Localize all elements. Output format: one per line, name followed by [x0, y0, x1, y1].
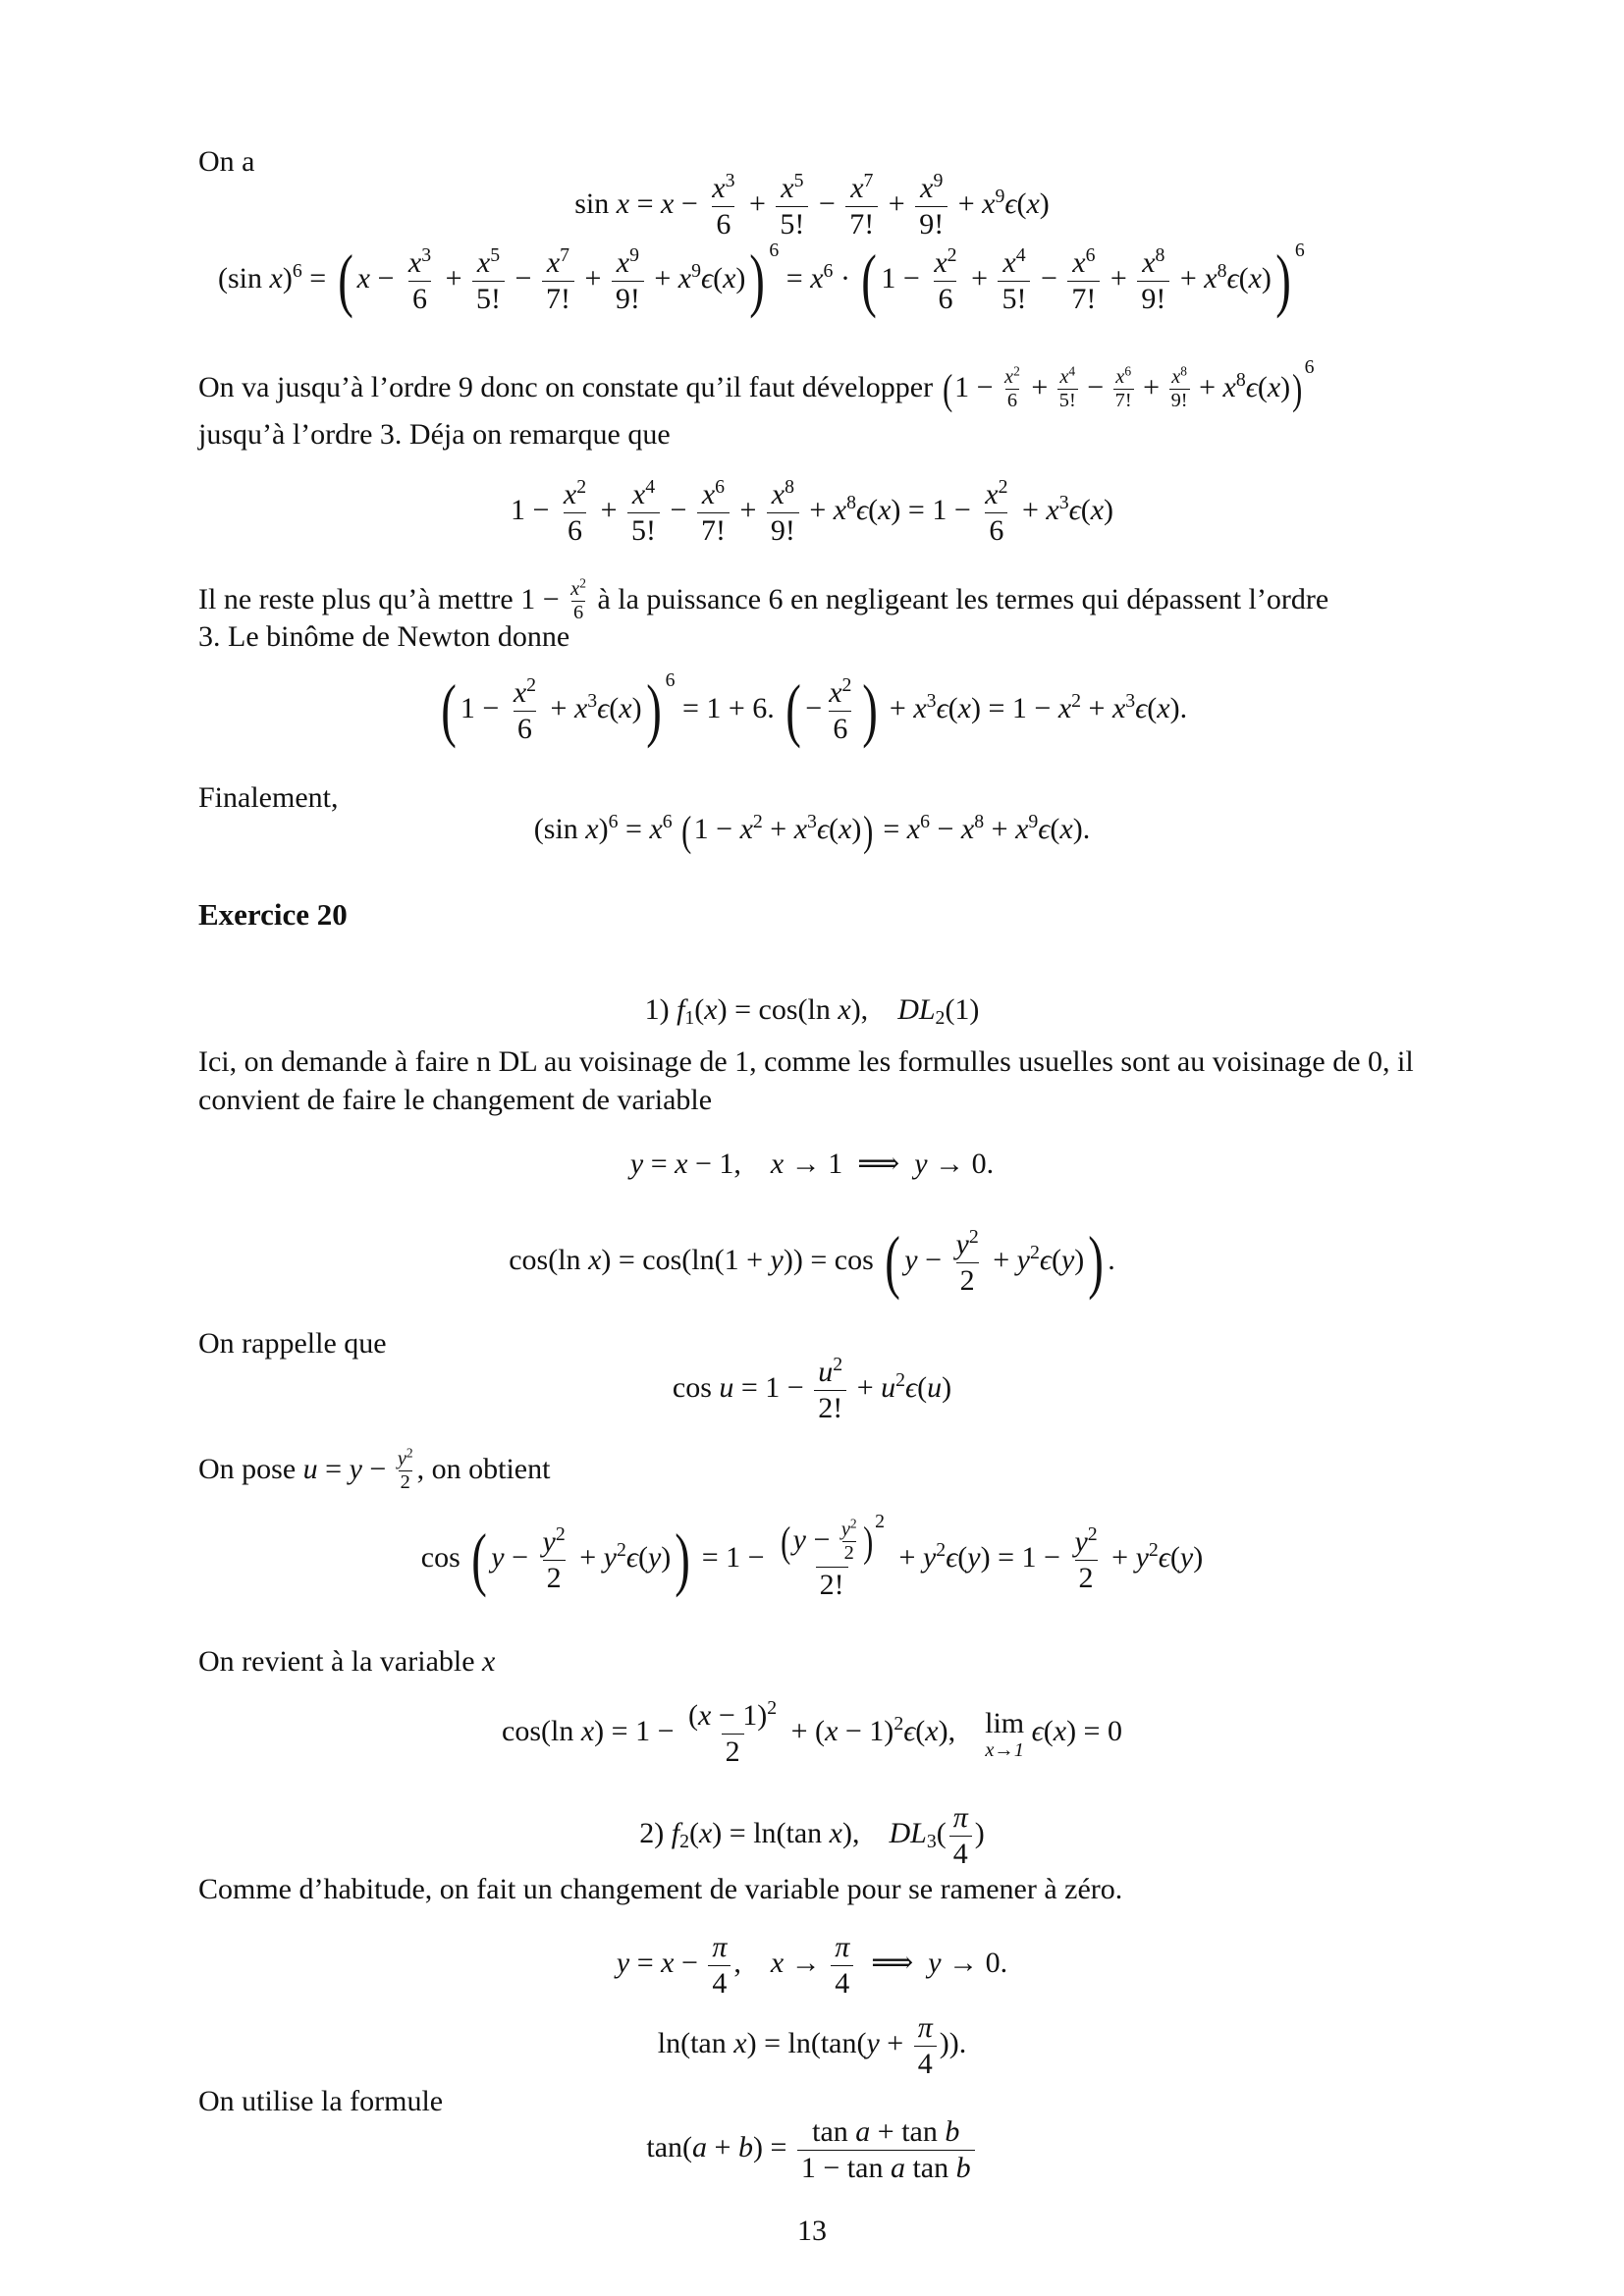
text-pose-b: , on obtient: [416, 1452, 551, 1485]
eq-remark: 1 − $\frac{x^2}{6}$ + $\frac{x^4}{5!}$ − $\frac{x^6}{7!}$ + $\frac{x^8}{9!}$ + $x^8\epsilon(x) = 1$ − $\frac{x^2}{6}$ + $x^3\epsilon(x)$: [510, 476, 1114, 547]
exercise-heading: Exercice 20: [198, 897, 348, 932]
part1-number: 1): [644, 993, 670, 1026]
eq-change-var-2: y = x − $\frac{\pi}{4}$ , x → $\frac{\pi}{4}$ ⟹ y → 0.: [616, 1931, 1008, 2000]
eq-cos-u: cos u = 1 − $\frac{u^2}{2!}$ + $u^2\epsilon(u)$: [672, 1354, 952, 1424]
text-reste-c: 3. Le binôme de Newton donne: [198, 620, 570, 653]
text-formule: On utilise la formule: [198, 2085, 444, 2117]
part2-title: 2) $f_2(x) = \ln(\tan$ x), $DL_3$( $\frac{\pi}{4}$ ): [639, 1801, 985, 1870]
text-ordre9-a: On va jusqu’à l’ordre 9 donc on constate qu’il faut développer: [198, 370, 934, 403]
text-reste: Il ne reste plus qu’à mettre 1 − $\frac{x^2}{6}$ à la puissance 6 en negligeant les termes qui dépassent l’ordre: [198, 575, 1329, 624]
text-rappelle: On rappelle que: [198, 1327, 387, 1360]
eq-sin-expansion: sin x = x − $\frac{x^3}{6}$ + $\frac{x^5}{5!}$ − $\frac{x^7}{7!}$ + $\frac{x^9}{9!}$ + $x^9\epsilon(x)$: [574, 170, 1050, 240]
text-revient: On revient à la variable x: [198, 1645, 496, 1678]
page-number: 13: [797, 2215, 827, 2247]
text-pose: On pose u = y − $\frac{y^2}{2}$ , on obtient: [198, 1445, 551, 1494]
text-ici: Ici, on demande à faire n DL au voisinage de 1, comme les formulles usuelles sont au voisinage de 0, il convient de faire le changement de variable: [198, 1045, 1414, 1116]
text-habitude: Comme d’habitude, on fait un changement de variable pour se ramener à zéro.: [198, 1873, 1123, 1905]
eq-cos-ln: cos(ln x) = cos(ln(1 + y)) = cos ( y − $\frac{y^2}{2}$ + $y^2\epsilon(y)$) .: [509, 1222, 1115, 1302]
eq-final: (sin $x)^6 = x^6$ $(1 - x^2 + x^3\epsilon(x)) = x^6 - x^8 + x^9\epsilon(x)$.: [533, 807, 1091, 855]
text-pose-a: On pose: [198, 1452, 297, 1485]
text-ordre9-b: jusqu’à l’ordre 3. Déja on remarque que: [198, 418, 671, 451]
text-on-a: On a: [198, 145, 255, 178]
text-ordre9: On va jusqu’à l’ordre 9 donc on constate qu’il faut développer (1 − $\frac{x^2}{6}$ + $\frac{x^4}{5!}$ − $\frac{x^6}{7!}$ + $\frac{x^8}{9!}$ + $x^8\epsilon(x)$) $^6$: [198, 356, 1315, 413]
text-reste-b: à la puissance 6 en negligeant les termes qui dépassent l’ordre: [597, 582, 1329, 615]
eq-sin-power6: (sin x)$^6$ = ( x − $\frac{x^3}{6}$ + $\frac{x^5}{5!}$ − $\frac{x^7}{7!}$ + $\frac{x^9}{9!}$ + $x^9\epsilon(x)$) $^6 = x^6$ · ( 1 − $\frac{x^2}{6}$ + $\frac{x^4}{5!}$ − $\frac{x^6}{7!}$ + $\frac{x^8}{9!}$ + $x^8\epsilon(x)$) $^6$: [218, 240, 1305, 320]
part2-number: 2): [639, 1816, 665, 1849]
eq-cos-substitution: cos ( y − $\frac{y^2}{2}$ + $y^2\epsilon(y)) = 1$ − (y − $\frac{y^2}{2}$ ) $^2$ 2! + $y^2\epsilon(y) = 1$ − $\frac{y^2}{2}$ + $y^2\epsilon(y)$: [420, 1511, 1204, 1601]
text-reste-a: Il ne reste plus qu’à mettre 1 −: [198, 582, 560, 615]
eq-cos-ln-result: cos(ln x) = 1 − $\frac{(x - 1)^2}{2}$ + $(x - 1)^2\epsilon(x)$, lim x→1 ϵ(x) = 0: [502, 1697, 1122, 1768]
eq-ln-tan: ln(tan x) = ln(tan(y + $\frac{\pi}{4}$ )).: [657, 2011, 967, 2080]
text-finalement: Finalement,: [198, 781, 339, 814]
text-revient-label: On revient à la variable: [198, 1645, 475, 1678]
part1-title: 1) $f_1(x) = \cos(\ln$ x), $DL_2(1)$: [644, 993, 980, 1029]
eq-binome: ( 1 − $\frac{x^2}{6}$ + $x^3\epsilon(x)$) $^6$ = 1 + 6. ( − $\frac{x^2}{6}$ ) + $x^3\epsilon(x) = 1 - x^2 + x^3\epsilon(x)$.: [441, 669, 1188, 750]
eq-change-var-1: y = x − 1, x → 1 ⟹ y → 0.: [629, 1148, 995, 1180]
eq-tan-sum: tan(a + b) = $\frac{\text{tan a + tan b}}{\text{1 − tan a tan b}}$: [0, 2116, 1624, 2183]
